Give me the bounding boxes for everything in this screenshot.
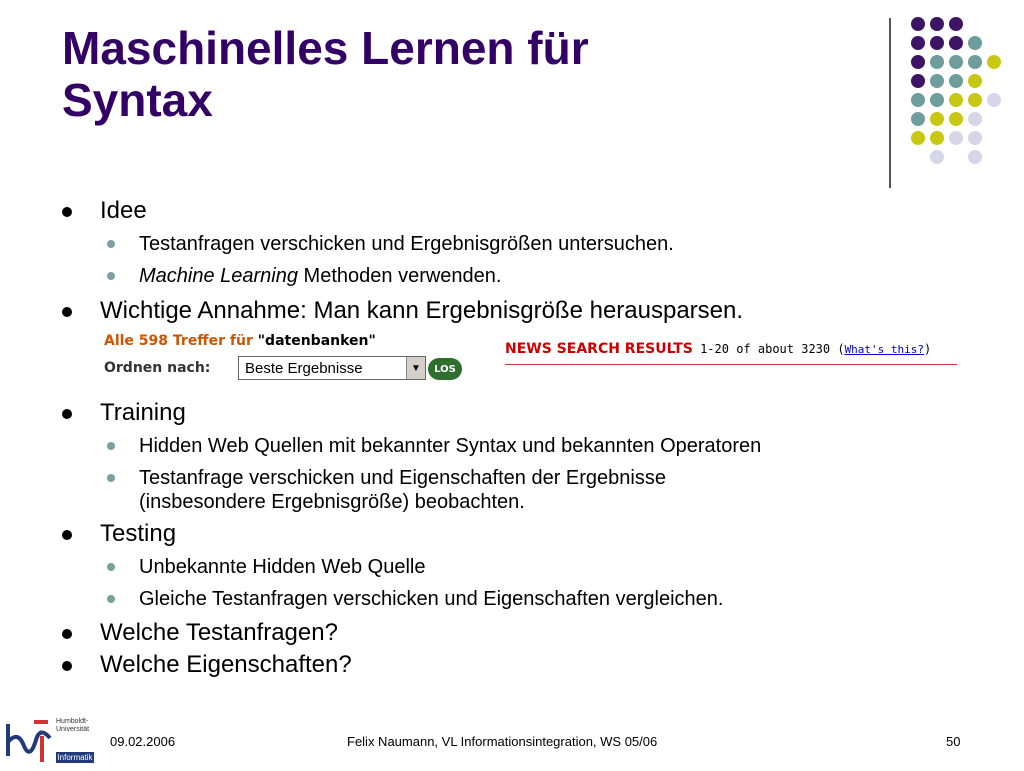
bullet-dot [62, 629, 72, 639]
title-line-2: Syntax [62, 74, 213, 126]
bullet-idee: Idee [100, 197, 147, 224]
dot [968, 150, 982, 164]
bullet-dot [62, 661, 72, 671]
bullet-welche-1: Welche Testanfragen? [100, 619, 338, 646]
dot [968, 131, 982, 145]
dot [911, 17, 925, 31]
bullet-testing: Testing [100, 520, 177, 547]
sub-bullet-idee-1: Testanfragen verschicken und Ergebnisgrößen untersuchen. [139, 233, 674, 255]
sort-label: Ordnen nach: [104, 360, 211, 376]
sub-bullet-line: Testanfrage verschicken und Eigenschaften der Ergebnisse [139, 467, 666, 489]
dot [968, 74, 982, 88]
dot [930, 55, 944, 69]
results-range: 1-20 of about 3230 ( [692, 342, 845, 356]
sub-bullet-line: (insbesondere Ergebnisgröße) beobachten. [139, 491, 525, 513]
sub-bullet-dot [107, 563, 115, 571]
result-count-line [104, 333, 376, 349]
dot [949, 36, 963, 50]
italic-term: Machine Learning [139, 265, 298, 287]
bullet-dot [62, 207, 72, 217]
dot [930, 150, 944, 164]
dot [930, 131, 944, 145]
bullet-annahme: Wichtige Annahme: Man kann Ergebnisgröße herausparsen. [100, 297, 744, 324]
footer-center: Felix Naumann, VL Informationsintegration, WS 05/06 [347, 734, 658, 749]
department-name: Informatik [57, 753, 93, 762]
footer-date: 09.02.2006 [110, 734, 176, 749]
news-search-screenshot [505, 340, 957, 365]
bullet-dot [62, 307, 72, 317]
dot [930, 17, 944, 31]
dot [949, 112, 963, 126]
dot [930, 74, 944, 88]
sub-bullet-testing-1: Unbekannte Hidden Web Quelle [139, 556, 426, 578]
query-text: "datenbanken" [257, 333, 376, 349]
sub-bullet-idee-2 [139, 264, 501, 288]
close-paren: ) [924, 342, 932, 356]
sub-bullet-testing-2: Gleiche Testanfragen verschicken und Eigenschaften vergleichen. [139, 588, 724, 610]
university-name: Humboldt-Universität [56, 718, 90, 733]
sub-bullet-training-2 [139, 466, 666, 514]
dot [987, 55, 1001, 69]
los-button[interactable]: LOS [428, 358, 462, 380]
divider-line [889, 18, 891, 188]
dot [911, 74, 925, 88]
page-number: 50 [946, 734, 961, 749]
sub-bullet-text: Methoden verwenden. [298, 265, 502, 287]
dot [930, 112, 944, 126]
bullet-welche-2: Welche Eigenschaften? [100, 651, 352, 678]
bullet-dot [62, 530, 72, 540]
sort-select-value: Beste Ergebnisse [245, 360, 363, 377]
dot [911, 112, 925, 126]
whats-this-link[interactable]: What's this? [844, 343, 925, 356]
search-result-screenshot-german [104, 330, 464, 386]
dot [949, 131, 963, 145]
dot [911, 93, 925, 107]
slide-title [62, 22, 862, 126]
news-results-heading: NEWS SEARCH RESULTS [505, 341, 693, 357]
title-line-1: Maschinelles Lernen für [62, 22, 589, 74]
result-count-text: Alle 598 Treffer für [104, 333, 258, 349]
bullet-training: Training [100, 399, 186, 426]
sub-bullet-dot [107, 240, 115, 248]
sort-select[interactable] [238, 356, 426, 380]
hu-informatik-logo [4, 716, 96, 766]
dot [930, 93, 944, 107]
sub-bullet-dot [107, 474, 115, 482]
dot [911, 131, 925, 145]
dot [949, 93, 963, 107]
dot [968, 112, 982, 126]
dropdown-arrow-icon[interactable]: ▼ [406, 357, 425, 379]
dot [949, 17, 963, 31]
dot [911, 55, 925, 69]
dot [930, 36, 944, 50]
bullet-dot [62, 409, 72, 419]
dot [968, 93, 982, 107]
dot [911, 36, 925, 50]
dot [949, 74, 963, 88]
sub-bullet-dot [107, 272, 115, 280]
hu-logo-icon [4, 716, 54, 766]
dot [987, 93, 1001, 107]
sub-bullet-training-1: Hidden Web Quellen mit bekannter Syntax und bekannten Operatoren [139, 435, 762, 457]
dot [949, 55, 963, 69]
dot [968, 36, 982, 50]
sub-bullet-dot [107, 442, 115, 450]
dot [968, 55, 982, 69]
sub-bullet-dot [107, 595, 115, 603]
